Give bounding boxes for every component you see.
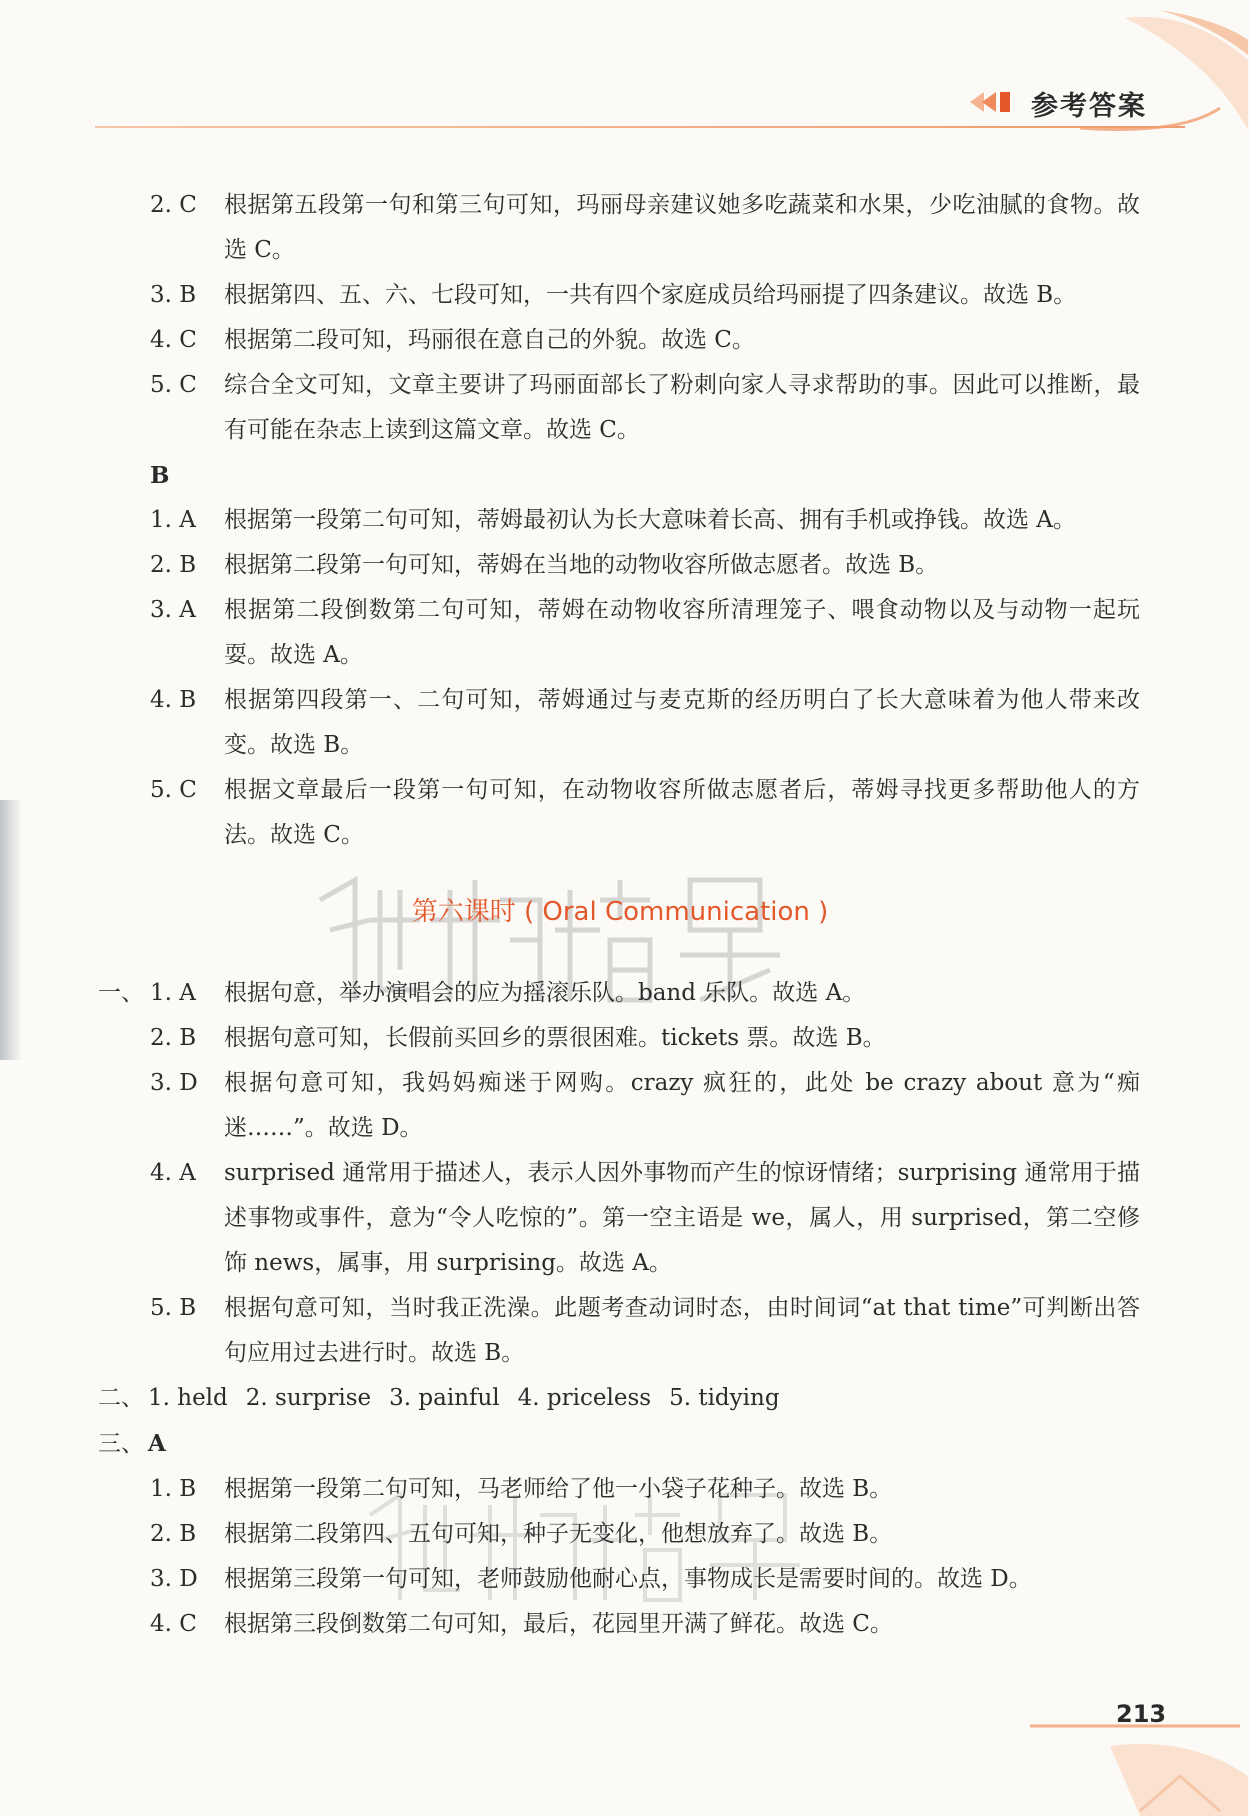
- item-explanation: 根据第二段第一句可知，蒂姆在当地的动物收容所做志愿者。故选 B。: [224, 552, 939, 578]
- item-explanation: 根据第二段倒数第二句可知，蒂姆在动物收容所清理笼子、喂食动物以及与动物一起玩耍。故选 A。: [224, 597, 1140, 668]
- item-number: 3. B: [150, 282, 197, 308]
- list-item: [100, 588, 1140, 678]
- item-explanation: 根据第二段第四、五句可知，种子无变化，他想放弃了。故选 B。: [224, 1521, 893, 1547]
- list-item: [100, 678, 1140, 768]
- list-item: [100, 498, 1140, 543]
- page-number: 213: [1116, 1700, 1167, 1728]
- item-number: 5. C: [150, 372, 197, 398]
- item-number: 1. A: [150, 980, 196, 1006]
- item-explanation: 根据第三段倒数第二句可知，最后，花园里开满了鲜花。故选 C。: [224, 1611, 893, 1637]
- section-label-a: A: [148, 1430, 166, 1457]
- item-number: 4. B: [150, 687, 197, 713]
- item-explanation: surprised 通常用于描述人，表示人因外事物而产生的惊讶情绪；surprising 通常用于描述事物或事件，意为“令人吃惊的”。第一空主语是 we，属人，用 surprised，第二空修饰 news，属事，用 surprising。故选 A。: [224, 1160, 1140, 1276]
- blank-answer: 4. priceless: [517, 1385, 652, 1411]
- item-number: 4. A: [150, 1160, 196, 1186]
- list-item: [100, 318, 1140, 363]
- header-title: 参考答案: [1031, 91, 1147, 122]
- list-item: [100, 1557, 1140, 1602]
- item-number: 4. C: [150, 1611, 197, 1637]
- list-item: [100, 1151, 1140, 1286]
- list-item: [100, 1016, 1140, 1061]
- list-item: [100, 1286, 1140, 1376]
- item-explanation: 综合全文可知，文章主要讲了玛丽面部长了粉刺向家人寻求帮助的事。因此可以推断，最有可能在杂志上读到这篇文章。故选 C。: [224, 372, 1140, 443]
- item-explanation: 根据句意可知，长假前买回乡的票很困难。tickets 票。故选 B。: [224, 1025, 886, 1051]
- list-item: [100, 183, 1140, 273]
- item-number: 3. D: [150, 1070, 198, 1096]
- item-number: 3. D: [150, 1566, 198, 1592]
- item-explanation: 根据句意可知，当时我正洗澡。此题考查动词时态，由时间词“at that time”可判断出答句应用过去进行时。故选 B。: [224, 1295, 1140, 1366]
- section-three-heading: [100, 1421, 1140, 1467]
- double-arrow-left-icon: [970, 88, 1016, 116]
- list-item: [100, 1602, 1140, 1647]
- blank-answer: 1. held: [148, 1385, 228, 1411]
- list-item: [100, 543, 1140, 588]
- blank-answer: 3. painful: [389, 1385, 500, 1411]
- answer-content: [100, 183, 1140, 1647]
- item-explanation: 根据第四段第一、二句可知，蒂姆通过与麦克斯的经历明白了长大意味着为他人带来改变。故选 B。: [224, 687, 1140, 758]
- item-explanation: 根据第四、五、六、七段可知，一共有四个家庭成员给玛丽提了四条建议。故选 B。: [224, 282, 1077, 308]
- item-explanation: 根据第五段第一句和第三句可知，玛丽母亲建议她多吃蔬菜和水果，少吃油腻的食物。故选 C。: [224, 192, 1140, 263]
- item-explanation: 根据第一段第二句可知，马老师给了他一小袋子花种子。故选 B。: [224, 1476, 893, 1502]
- blank-answer: 5. tidying: [669, 1385, 780, 1411]
- blank-answer: 2. surprise: [245, 1385, 372, 1411]
- list-item: [100, 1512, 1140, 1557]
- item-explanation: 根据第三段第一句可知，老师鼓励他耐心点，事物成长是需要时间的。故选 D。: [224, 1566, 1032, 1592]
- item-number: 2. B: [150, 1521, 197, 1547]
- item-number: 5. C: [150, 777, 197, 803]
- item-explanation: 根据第一段第二句可知，蒂姆最初认为长大意味着长高、拥有手机或挣钱。故选 A。: [224, 507, 1076, 533]
- item-number: 2. B: [150, 552, 197, 578]
- lesson-title: 第六课时 ( Oral Communication ): [411, 897, 829, 927]
- item-number: 2. C: [150, 192, 197, 218]
- list-item: [100, 768, 1140, 858]
- item-number: 5. B: [150, 1295, 197, 1321]
- item-explanation: 根据文章最后一段第一句可知，在动物收容所做志愿者后，蒂姆寻找更多帮助他人的方法。故选 C。: [224, 777, 1140, 848]
- item-explanation: 根据句意，举办演唱会的应为摇滚乐队。band 乐队。故选 A。: [224, 980, 866, 1006]
- item-number: 4. C: [150, 327, 197, 353]
- list-item: [100, 1467, 1140, 1512]
- item-number: 1. A: [150, 507, 196, 533]
- binding-shadow: [0, 800, 22, 1060]
- item-number: 1. B: [150, 1476, 197, 1502]
- list-item: [100, 273, 1140, 318]
- item-explanation: 根据第二段可知，玛丽很在意自己的外貌。故选 C。: [224, 327, 755, 353]
- item-explanation: 根据句意可知，我妈妈痴迷于网购。crazy 疯狂的，此处 be crazy about 意为“痴迷……”。故选 D。: [224, 1070, 1140, 1141]
- item-number: 3. A: [150, 597, 196, 623]
- header-rule: [95, 126, 1185, 128]
- section-label-b: B: [150, 462, 170, 489]
- item-number: 2. B: [150, 1025, 197, 1051]
- list-item: [100, 1061, 1140, 1151]
- fill-blank-answers: [100, 1376, 1140, 1421]
- section-prefix: 二、: [98, 1385, 144, 1411]
- section-prefix: 一、: [98, 980, 144, 1006]
- list-item: [100, 363, 1140, 453]
- section-prefix: 三、: [98, 1431, 144, 1457]
- list-item: [100, 971, 1140, 1016]
- header-decoration: [1020, 0, 1250, 160]
